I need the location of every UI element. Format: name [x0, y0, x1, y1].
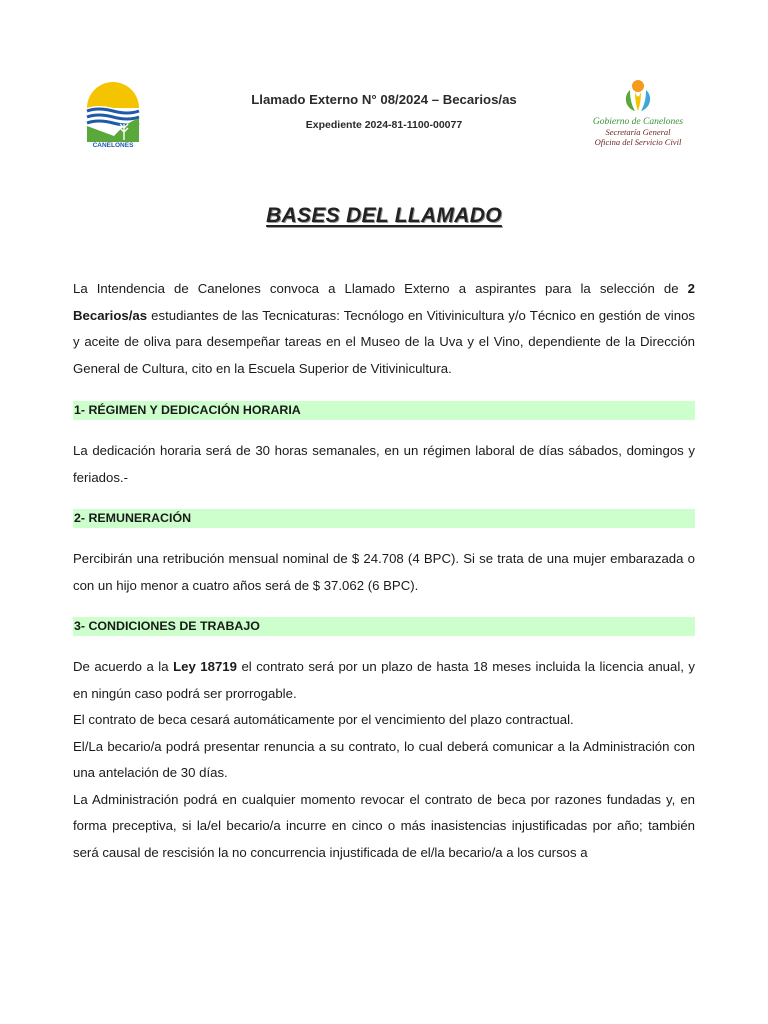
condiciones-text-1a: De acuerdo a la: [73, 659, 174, 674]
canelones-emblem-icon: [84, 78, 142, 152]
condiciones-paragraph-1: [73, 654, 695, 707]
condiciones-paragraph-2: El contrato de beca cesará automáticamente por el vencimiento del plazo contractual.: [73, 712, 574, 727]
intro-text-2: estudiantes de las Tecnicaturas: Tecnólogo en Vitivinicultura y/o Técnico en gestión de vinos y aceite de oliva para desempeñar tareas en el Museo de la Uva y el Vino, dependiente de la Dirección General de Cultura, cito en la Escuela Superior de Vitivinicultura.: [73, 307, 695, 376]
gobierno-logo-text: [583, 117, 693, 147]
gobierno-logo-line3: Oficina del Servicio Civil: [594, 137, 682, 147]
document-body: [73, 276, 695, 866]
canelones-logo: [84, 78, 142, 152]
gobierno-logo-line1: Gobierno de Canelones: [592, 117, 684, 127]
document-title: BASES DEL LLAMADO: [266, 204, 502, 227]
call-title: Llamado Externo N° 08/2024 – Becarios/as: [251, 92, 517, 107]
section-heading-condiciones: 3- CONDICIONES DE TRABAJO: [73, 617, 695, 636]
ley-reference: Ley 18719: [173, 659, 237, 674]
section-text-regimen: La dedicación horaria será de 30 horas semanales, en un régimen laboral de días sábados, domingos y feriados.-: [73, 443, 695, 485]
intro-text-1: La Intendencia de Canelones convoca a Llamado Externo a aspirantes para la selección de: [73, 281, 688, 296]
canelones-logo-text: CANELONES: [92, 142, 134, 149]
intro-bold: 2 Becarios/as: [73, 281, 695, 323]
condiciones-paragraph-4: La Administración podrá en cualquier momento revocar el contrato de beca por razones fundadas y, en forma preceptiva, si la/el becario/a incurre en cinco o más inasistencias injustificadas por año; también será causal de rescisión la no concurrencia injustificada de el/la becario/a a los cursos a: [73, 791, 695, 860]
section-heading-regimen: 1- RÉGIMEN Y DEDICACIÓN HORARIA: [73, 401, 695, 420]
section-text-remuneracion: Percibirán una retribución mensual nominal de $ 24.708 (4 BPC). Si se trata de una mujer embarazada o con un hijo menor a cuatro años será de $ 37.062 (6 BPC).: [73, 551, 695, 593]
condiciones-paragraph-3: El/La becario/a podrá presentar renuncia a su contrato, lo cual deberá comunicar a la Administración con una antelación de 30 días.: [73, 738, 695, 780]
gobierno-emblem-icon: [583, 78, 693, 118]
section-heading-remuneracion: 2- REMUNERACIÓN: [73, 509, 695, 528]
gobierno-logo-line2: Secretaría General: [605, 127, 671, 137]
expediente-number: Expediente 2024-81-1100-00077: [305, 119, 463, 131]
condiciones-text-1b: el contrato será por un plazo de hasta 18 meses incluida la licencia anual, y en ningún caso podrá ser prorrogable.: [73, 659, 695, 701]
intro-paragraph: [73, 276, 695, 382]
